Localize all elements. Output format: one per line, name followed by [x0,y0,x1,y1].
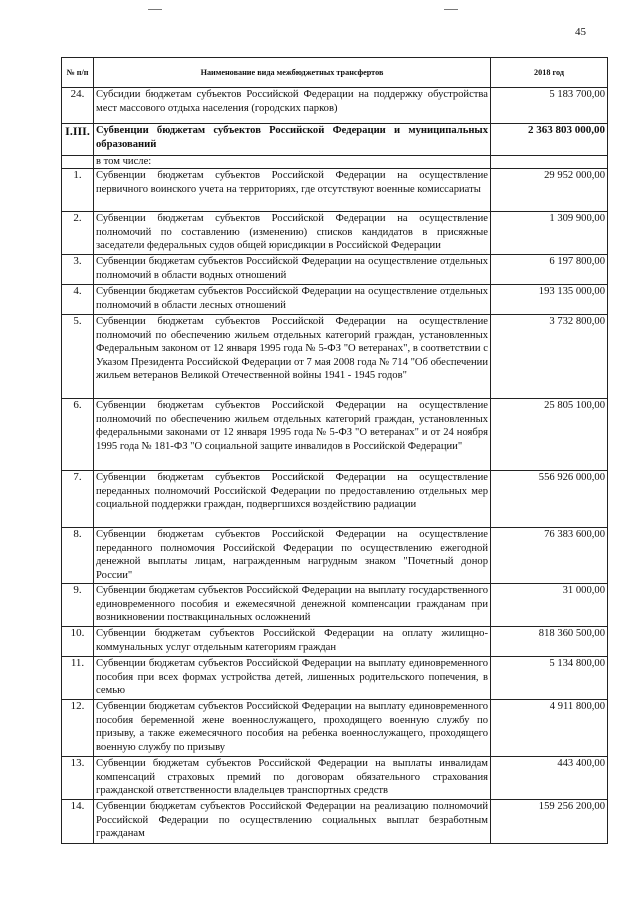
table-row [62,700,608,757]
row-amount: 4 911 800,00 [491,700,608,757]
row-name: Субвенции бюджетам субъектов Российской Федерации на выплату единовременного пособия беременной жене военнослужащего, проходящего военную службу по призыву, а также ежемесячного пособия на ребенка военнослужащего, проходящего военную службу по призыву [94,700,491,757]
row-name: Субвенции бюджетам субъектов Российской Федерации на оплату жилищно-коммунальных услуг отдельным категориям граждан [94,627,491,657]
table-row [62,399,608,471]
row-name: Субсидии бюджетам субъектов Российской Федерации на поддержку обустройства мест массового отдыха населения (городских парков) [94,88,491,124]
table-row [62,156,608,169]
row-name: Субвенции бюджетам субъектов Российской Федерации на выплаты инвалидам компенсаций страховых премий по договорам обязательного страхования гражданской ответственности владельцев транспортных средств [94,757,491,800]
table-row [62,757,608,800]
row-amount: 193 135 000,00 [491,285,608,315]
header-name: Наименование вида межбюджетных трансфертов [94,58,491,88]
table-row [62,528,608,584]
row-name: Субвенции бюджетам субъектов Российской Федерации на реализацию полномочий Российской Федерации по осуществлению социальных выплат безработным гражданам [94,800,491,844]
table-header-row [62,58,608,88]
row-number: 4. [62,285,94,315]
row-name: Субвенции бюджетам субъектов Российской Федерации на осуществление полномочий по составлению (изменению) списков кандидатов в присяжные заседатели федеральных судов общей юрисдикции в Российской Федерации [94,212,491,255]
row-amount: 76 383 600,00 [491,528,608,584]
row-name: Субвенции бюджетам субъектов Российской Федерации на осуществление первичного воинского учета на территориях, где отсутствуют военные комиссариаты [94,169,491,212]
table-row [62,315,608,399]
row-number: 1. [62,169,94,212]
table-row [62,584,608,627]
header-year: 2018 год [491,58,608,88]
row-amount: 3 732 800,00 [491,315,608,399]
scan-mark [444,9,458,10]
table-row [62,285,608,315]
table-row [62,800,608,844]
table-row [62,471,608,528]
section-row [62,124,608,156]
row-number: I.III. [62,124,94,156]
row-number: 2. [62,212,94,255]
row-number: 12. [62,700,94,757]
row-amount: 2 363 803 000,00 [491,124,608,156]
row-number: 6. [62,399,94,471]
row-number: 14. [62,800,94,844]
table-row [62,169,608,212]
table-row [62,627,608,657]
row-amount: 443 400,00 [491,757,608,800]
row-number: 3. [62,255,94,285]
row-amount: 31 000,00 [491,584,608,627]
scan-mark [148,9,162,10]
row-amount: 818 360 500,00 [491,627,608,657]
row-name: Субвенции бюджетам субъектов Российской Федерации на выплату государственного единовременного пособия и ежемесячной денежной компенсации гражданам при возникновении поствакцинальных осложнений [94,584,491,627]
row-amount: 6 197 800,00 [491,255,608,285]
row-name: Субвенции бюджетам субъектов Российской Федерации на осуществление полномочий по обеспечению жильем отдельных категорий граждан, установленных Федеральным законом от 12 января 1995 года № 5-ФЗ "О ветеранах", в соответствии с Указом Президента Российской Федерации от 7 мая 2008 года № 714 "Об обеспечении жильем ветеранов Великой Отечественной войны 1941 - 1945 годов" [94,315,491,399]
row-number: 7. [62,471,94,528]
row-amount: 159 256 200,00 [491,800,608,844]
row-number: 11. [62,657,94,700]
row-number [62,156,94,169]
row-name: в том числе: [94,156,491,169]
table-row [62,88,608,124]
transfers-table [61,57,608,844]
row-number: 10. [62,627,94,657]
row-number: 13. [62,757,94,800]
row-amount: 5 183 700,00 [491,88,608,124]
row-number: 8. [62,528,94,584]
row-amount: 25 805 100,00 [491,399,608,471]
row-number: 24. [62,88,94,124]
row-name: Субвенции бюджетам субъектов Российской Федерации на выплату единовременного пособия при всех формах устройства детей, лишенных родительского попечения, в семью [94,657,491,700]
table-row [62,657,608,700]
row-number: 5. [62,315,94,399]
row-name: Субвенции бюджетам субъектов Российской Федерации на осуществление отдельных полномочий в области лесных отношений [94,285,491,315]
row-amount: 556 926 000,00 [491,471,608,528]
header-number: № п/п [62,58,94,88]
row-name: Субвенции бюджетам субъектов Российской Федерации на осуществление отдельных полномочий в области водных отношений [94,255,491,285]
page-number: 45 [575,26,586,38]
row-name: Субвенции бюджетам субъектов Российской Федерации на осуществление переданных полномочий Российской Федерации по предоставлению отдельных мер социальной поддержки граждан, подвергшихся воздействию радиации [94,471,491,528]
row-name: Субвенции бюджетам субъектов Российской Федерации на осуществление переданного полномочия Российской Федерации по осуществлению ежегодной денежной выплаты лицам, награжденным нагрудным знаком "Почетный донор России" [94,528,491,584]
row-name: Субвенции бюджетам субъектов Российской Федерации на осуществление полномочий по обеспечению жильем отдельных категорий граждан, установленных федеральными законами от 12 января 1995 года № 5-ФЗ "О ветеранах" и от 24 ноября 1995 года № 181-ФЗ "О социальной защите инвалидов в Российской Федерации" [94,399,491,471]
row-amount [491,156,608,169]
row-amount: 1 309 900,00 [491,212,608,255]
row-number: 9. [62,584,94,627]
table-row [62,255,608,285]
row-name: Субвенции бюджетам субъектов Российской Федерации и муниципальных образований [94,124,491,156]
row-amount: 29 952 000,00 [491,169,608,212]
table-row [62,212,608,255]
row-amount: 5 134 800,00 [491,657,608,700]
